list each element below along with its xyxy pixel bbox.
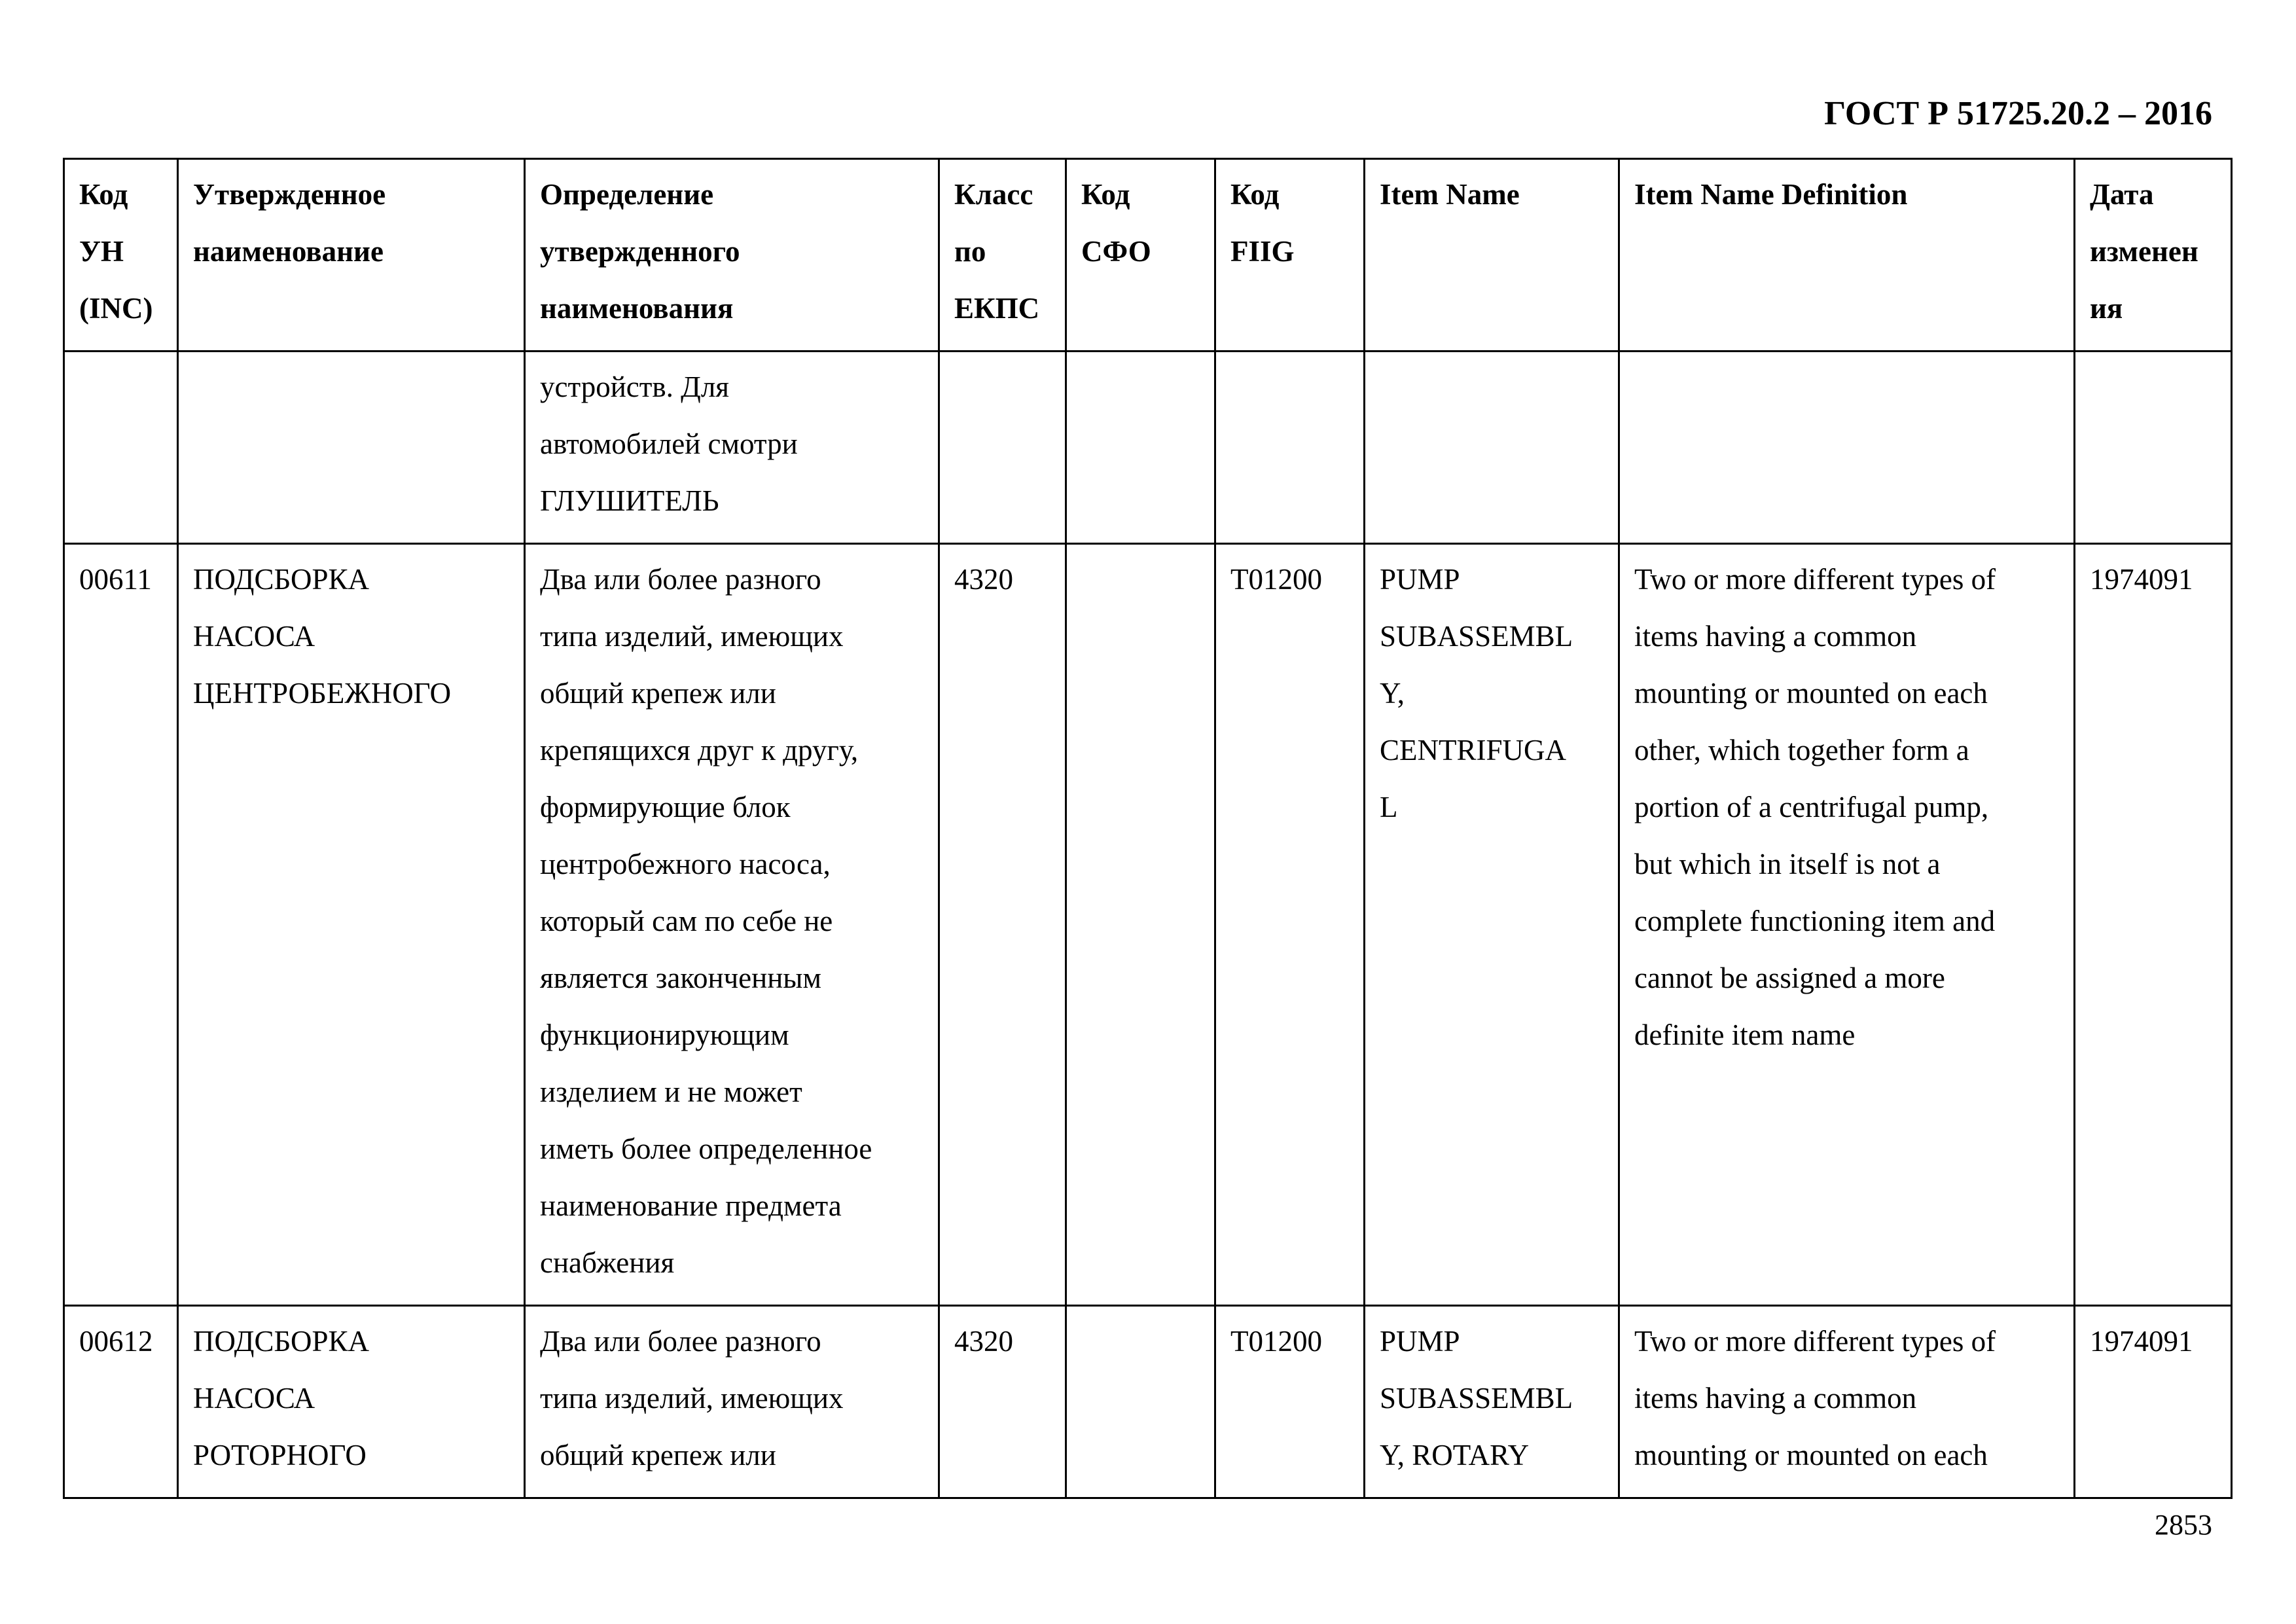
column-header-item-name: Item Name (1365, 159, 1619, 352)
cell-inc: 00612 (64, 1306, 178, 1498)
cell-sfo-code (1066, 352, 1215, 544)
cell-item-name-definition: Two or more different types of items having a common mounting or mounted on each other, which together form a portion of a centrifugal pump, but which in itself is not a complete functioning item and cannot be assigned a more definite item name (1619, 544, 2075, 1306)
cell-definition: устройств. Для автомобилей смотри ГЛУШИТЕЛЬ (525, 352, 939, 544)
cell-change-date (2075, 352, 2232, 544)
column-header-inc: Код УН (INC) (64, 159, 178, 352)
column-header-sfo-code: Код СФО (1066, 159, 1215, 352)
cell-fiig-code (1215, 352, 1365, 544)
table-row (64, 352, 2232, 544)
cell-definition: Два или более разного типа изделий, имеющих общий крепеж или крепящихся друг к другу, формирующие блок центробежного насоса, который сам по себе не является законченным функционирующим изделием и не может иметь более определенное наименование предмета снабжения (525, 544, 939, 1306)
standard-designation: ГОСТ Р 51725.20.2 – 2016 (1824, 95, 2212, 132)
cell-definition: Два или более разного типа изделий, имеющих общий крепеж или (525, 1306, 939, 1498)
cell-ekps-class (939, 352, 1066, 544)
column-header-change-date: Дата изменен ия (2075, 159, 2232, 352)
cell-item-name (1365, 352, 1619, 544)
table-header-row (64, 159, 2232, 352)
cell-fiig-code: T01200 (1215, 544, 1365, 1306)
table-row (64, 544, 2232, 1306)
cell-approved-name (178, 352, 525, 544)
cell-fiig-code: T01200 (1215, 1306, 1365, 1498)
column-header-approved-name: Утвержденное наименование (178, 159, 525, 352)
cell-sfo-code (1066, 544, 1215, 1306)
cell-item-name: PUMP SUBASSEMBL Y, CENTRIFUGA L (1365, 544, 1619, 1306)
column-header-definition: Определение утвержденного наименования (525, 159, 939, 352)
page-number: 2853 (2155, 1509, 2212, 1541)
column-header-fiig-code: Код FIIG (1215, 159, 1365, 352)
cell-change-date: 1974091 (2075, 544, 2232, 1306)
column-header-ekps-class: Класс по ЕКПС (939, 159, 1066, 352)
column-header-item-name-definition: Item Name Definition (1619, 159, 2075, 352)
cell-ekps-class: 4320 (939, 544, 1066, 1306)
cell-sfo-code (1066, 1306, 1215, 1498)
nomenclature-table (63, 158, 2233, 1499)
cell-inc: 00611 (64, 544, 178, 1306)
cell-change-date: 1974091 (2075, 1306, 2232, 1498)
cell-item-name: PUMP SUBASSEMBL Y, ROTARY (1365, 1306, 1619, 1498)
table-row (64, 1306, 2232, 1498)
cell-ekps-class: 4320 (939, 1306, 1066, 1498)
cell-item-name-definition (1619, 352, 2075, 544)
cell-approved-name: ПОДСБОРКА НАСОСА РОТОРНОГО (178, 1306, 525, 1498)
cell-approved-name: ПОДСБОРКА НАСОСА ЦЕНТРОБЕЖНОГО (178, 544, 525, 1306)
cell-inc (64, 352, 178, 544)
cell-item-name-definition: Two or more different types of items having a common mounting or mounted on each (1619, 1306, 2075, 1498)
